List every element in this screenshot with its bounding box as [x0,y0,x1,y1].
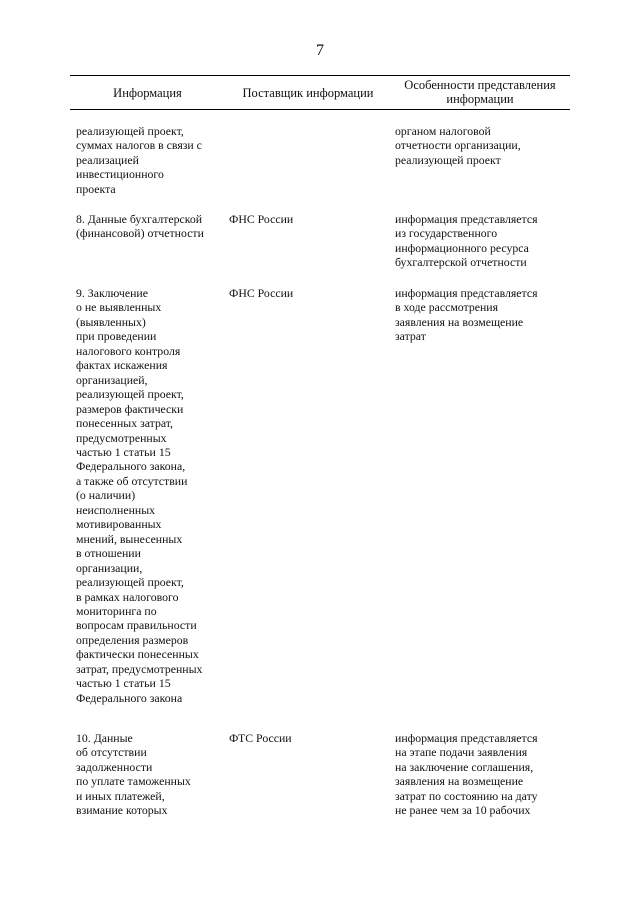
row-0-notes: органом налоговой отчетности организации, реализующей проект [395,124,521,167]
column-header-notes: Особенности представления информации [404,78,556,106]
row-10-information: 10. Данные об отсутствии задолженности по уплате таможенных и иных платежей, взимание которых [76,731,191,818]
row-10-notes: информация представляется на этапе подачи заявления на заключение соглашения, заявления на возмещение затрат по состоянию на дату не ранее чем за 10 рабочих [395,731,538,818]
row-8-notes: информация представляется из государственного информационного ресурса бухгалтерской отчетности [395,212,538,270]
row-9-notes: информация представляется в ходе рассмотрения заявления на возмещение затрат [395,286,538,344]
row-8-provider: ФНС России [229,212,294,226]
column-header-information: Информация [113,86,182,100]
column-header-provider: Поставщик информации [242,86,374,100]
page-number: 7 [316,42,324,59]
row-10-provider: ФТС России [229,731,292,745]
table-header-rule [70,109,570,110]
table-top-rule [70,75,570,76]
row-9-provider: ФНС России [229,286,294,300]
row-8-information: 8. Данные бухгалтерской (финансовой) отчетности [76,212,204,241]
row-0-information: реализующей проект, суммах налогов в связи с реализацией инвестиционного проекта [76,124,202,196]
row-9-information: 9. Заключение о не выявленных (выявленных) при проведении налогового контроля фактах искажения организацией, реализующей проект, размеров фактически понесенных затрат, предусмотренных частью 1 статьи 15 Федерального закона, а также об отсутствии (о наличии) неисполненных мотивированных мнений, вынесенных в отношении организации, реализующей проект, в рамках налогового мониторинга по вопросам правильности определения размеров фактически понесенных затрат, предусмотренных частью 1 статьи 15 Федерального закона [76,286,203,705]
